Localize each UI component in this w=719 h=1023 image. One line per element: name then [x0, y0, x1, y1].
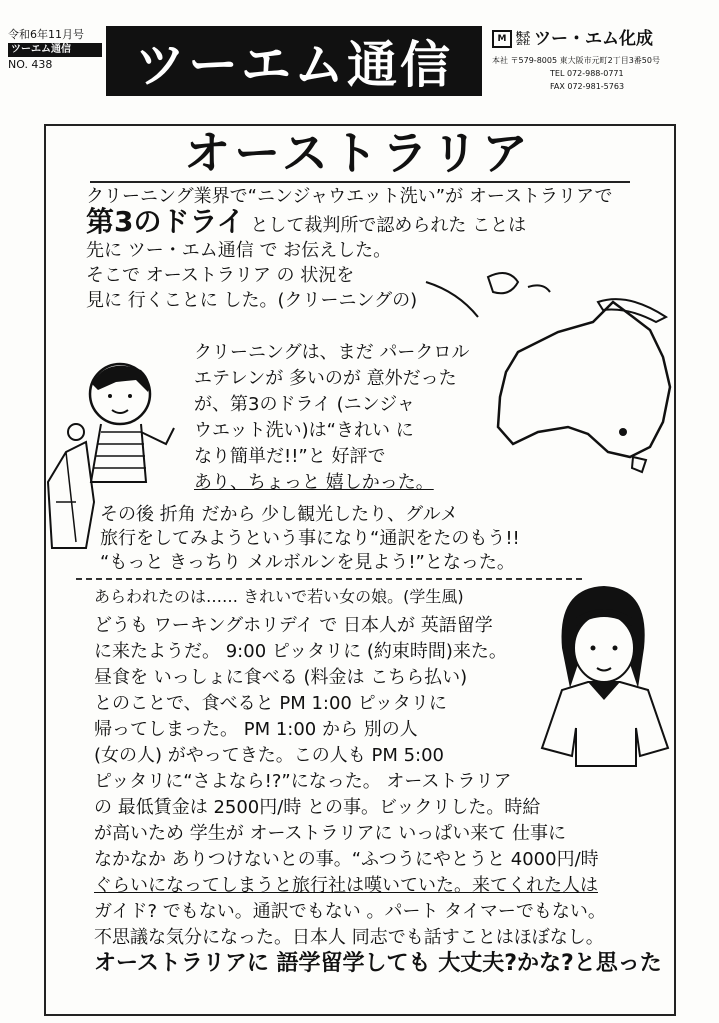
company-fax: FAX 072-981-5763: [550, 82, 625, 91]
text-line: ウエット洗い)は“きれい に: [194, 420, 414, 441]
text-line: ぐらいになってしまうと旅行社は嘆いていた。来てくれた人は: [94, 875, 598, 896]
issue-number: NO. 438: [8, 58, 53, 71]
company-info: [492, 30, 714, 93]
text-line: に来たようだ。 9:00 ピッタリに (約束時間)来た。: [94, 641, 507, 662]
title-underline: [90, 181, 630, 183]
text-line: クリーニング業界で“ニンジャウエット洗い”が オーストラリアで: [86, 186, 613, 207]
text-line: 見に 行くことに した。(クリーニングの): [86, 290, 418, 311]
company-name: ツー・エム化成: [534, 28, 653, 49]
text-line: クリーニングは、まだ パークロル: [194, 342, 470, 363]
company-tel: TEL 072-988-0771: [550, 69, 624, 78]
tour-paragraph: [100, 504, 520, 573]
masthead: ツーエム通信: [106, 26, 482, 96]
issue-info: [8, 28, 102, 72]
company-logo-icon: M: [492, 30, 512, 48]
text-line: とのことで、食べると PM 1:00 ピッタリに: [94, 693, 447, 714]
article-title: オーストラリア: [184, 126, 532, 180]
text-line: (女の人) がやってきた。この人も PM 5:00: [94, 745, 445, 766]
text-line: あり、ちょっと 嬉しかった。: [194, 472, 434, 493]
issue-date: 令和6年11月号: [8, 28, 84, 41]
text-line: ピッタリに“さよなら!?”になった。 オーストラリア: [94, 771, 512, 792]
company-type: 株式会社: [516, 31, 530, 46]
guide-paragraph: [94, 586, 662, 974]
text-line: 先に ツー・エム通信 で お伝えした。: [86, 240, 392, 261]
text-line: ガイド? でもない。通訳でもない 。パート タイマーでもない。: [94, 901, 606, 922]
text-line: なり簡単だ!!”と 好評で: [194, 446, 386, 467]
text-line: が高いため 学生が オーストラリアに いっぱい来て 仕事に: [94, 823, 566, 844]
text-line: 帰ってしまった。 PM 1:00 から 別の人: [94, 719, 418, 740]
text-line: の 最低賃金は 2500円/時 との事。ビックリした。時給: [94, 797, 541, 818]
text-line: エテレンが 多いのが 意外だった: [194, 368, 457, 389]
text-line: そこで オーストラリア の 状況を: [86, 265, 355, 286]
company-name-row: [492, 30, 714, 48]
text-line: 不思議な気分になった。日本人 同志でも話すことはほぼなし。: [94, 927, 604, 948]
text-line: なかなか ありつけないとの事。“ふつうにやとうと 4000円/時: [94, 849, 599, 870]
text-line: が、第3のドライ (ニンジャ: [194, 394, 415, 415]
conclusion-line: オーストラリアに 語学留学しても 大丈夫?かな?と思った: [94, 951, 662, 976]
text-line: 旅行をしてみようという事になり“通訳をたのもう!!: [100, 528, 520, 549]
newsletter-tag: ツーエム通信: [8, 43, 102, 57]
emphasis-text: 第3のドライ: [86, 205, 245, 238]
text-line: 昼食を いっしょに食べる (料金は こちら払い): [94, 667, 468, 688]
cleaning-paragraph: [194, 342, 469, 493]
text-line: その後 折角 だから 少し観光したり、グルメ: [100, 504, 459, 525]
text-line: あらわれたのは…… きれいで若い女の娘。(学生風): [94, 587, 464, 606]
text-line: 第3のドライ として裁判所で認められた ことは: [86, 205, 527, 238]
text-line: どうも ワーキングホリデイ で 日本人が 英語留学: [94, 615, 493, 636]
company-address: 本社 〒579-8005 東大阪市元町2丁目3番50号: [492, 56, 660, 65]
text-line: “もっと きっちり メルボルンを見よう!”となった。: [100, 552, 515, 573]
section-divider: [76, 578, 582, 580]
